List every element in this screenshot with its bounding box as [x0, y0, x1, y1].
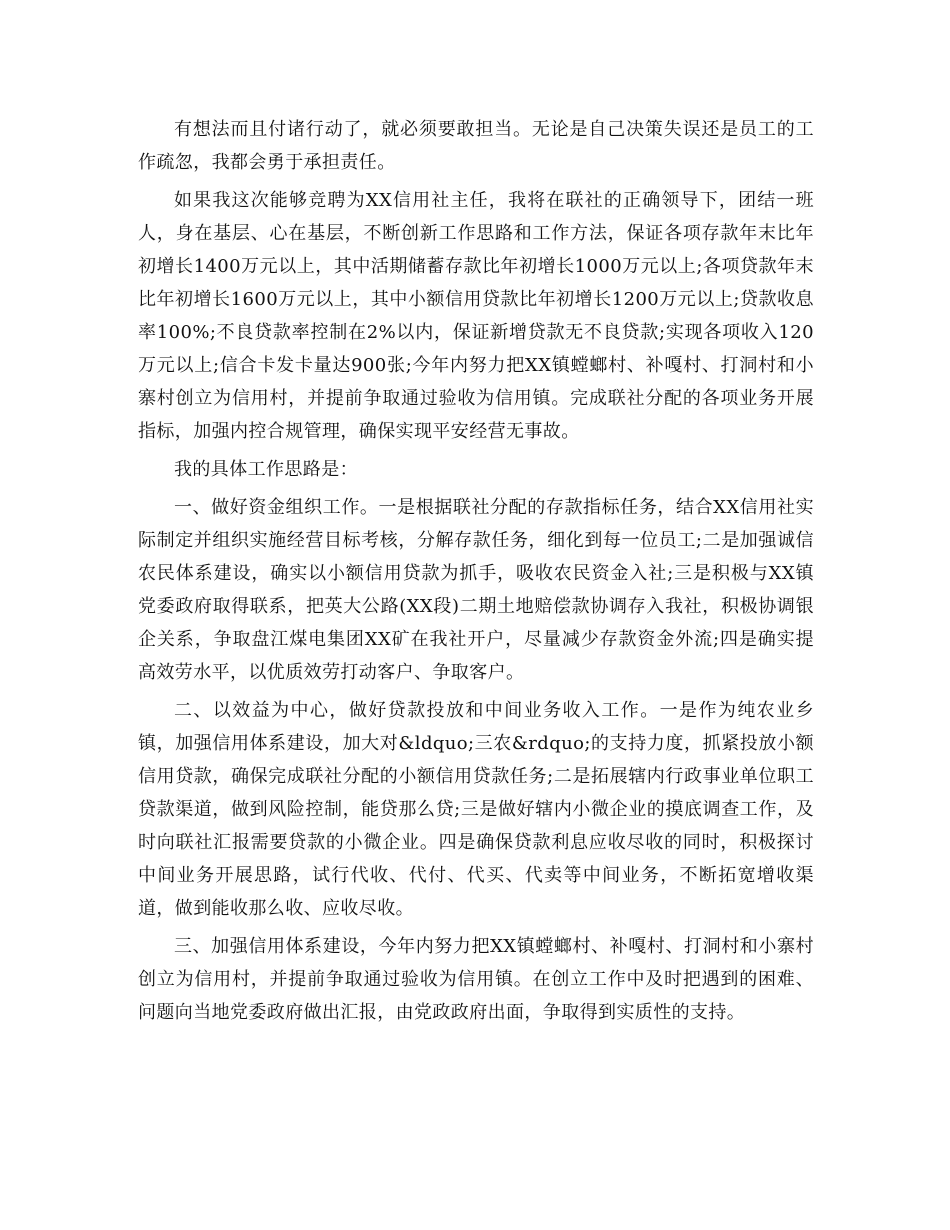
paragraph-goals: 如果我这次能够竞聘为XX信用社主任，我将在联社的正确领导下，团结一班人，身在基层、心在基层，不断创新工作思路和工作方法，保证各项存款年末比年初增长1400万元以上，其中活期储蓄存款比年初增长1000万元以上;各项贷款年末比年初增长1600万元以上，其中小额信用贷款比年初增长1200万元以上;贷款收息率100%;不良贷款率控制在2%以内，保证新增贷款无不良贷款;实现各项收入120万元以上;信合卡发卡量达900张;今年内努力把XX镇螳螂村、补嘎村、打洞村和小寨村创立为信用村，并提前争取通过验收为信用镇。完成联社分配的各项业务开展指标，加强内控合规管理，确保实现平安经营无事故。	[138, 190, 814, 442]
paragraph-responsibility: 有想法而且付诸行动了，就必须要敢担当。无论是自己决策失误还是员工的工作疏忽，我都会勇于承担责任。	[138, 119, 814, 173]
paragraph-credit-system: 三、加强信用体系建设，今年内努力把XX镇螳螂村、补嘎村、打洞村和小寨村创立为信用村，并提前争取通过验收为信用镇。在创立工作中及时把遇到的困难、问题向当地党委政府做出汇报，由党政政府出面，争取得到实质性的支持。	[138, 936, 814, 1023]
paragraph-ideas-intro: 我的具体工作思路是：	[174, 459, 358, 480]
paragraph-loan-business: 二、以效益为中心，做好贷款投放和中间业务收入工作。一是作为纯农业乡镇，加强信用体系建设，加大对&ldquo;三农&rdquo;的支持力度，抓紧投放小额信用贷款，确保完成联社分配的小额信用贷款任务;二是拓展辖内行政事业单位职工贷款渠道，做到风险控制，能贷那么贷;三是做好辖内小微企业的摸底调查工作，及时向联社汇报需要贷款的小微企业。四是确保贷款利息应收尽收的同时，积极探讨中间业务开展思路，试行代收、代付、代买、代卖等中间业务，不断拓宽增收渠道，做到能收那么收、应收尽收。	[138, 700, 814, 919]
paragraph-fund-organization: 一、做好资金组织工作。一是根据联社分配的存款指标任务，结合XX信用社实际制定并组织实施经营目标考核，分解存款任务，细化到每一位员工;二是加强诚信农民体系建设，确实以小额信用贷款为抓手，吸收农民资金入社;三是积极与XX镇党委政府取得联系，把英大公路(XX段)二期土地赔偿款协调存入我社，积极协调银企关系，争取盘江煤电集团XX矿在我社开户，尽量减少存款资金外流;四是确实提高效劳水平，以优质效劳打动客户、争取客户。	[138, 497, 814, 683]
document-body	[138, 113, 814, 1034]
